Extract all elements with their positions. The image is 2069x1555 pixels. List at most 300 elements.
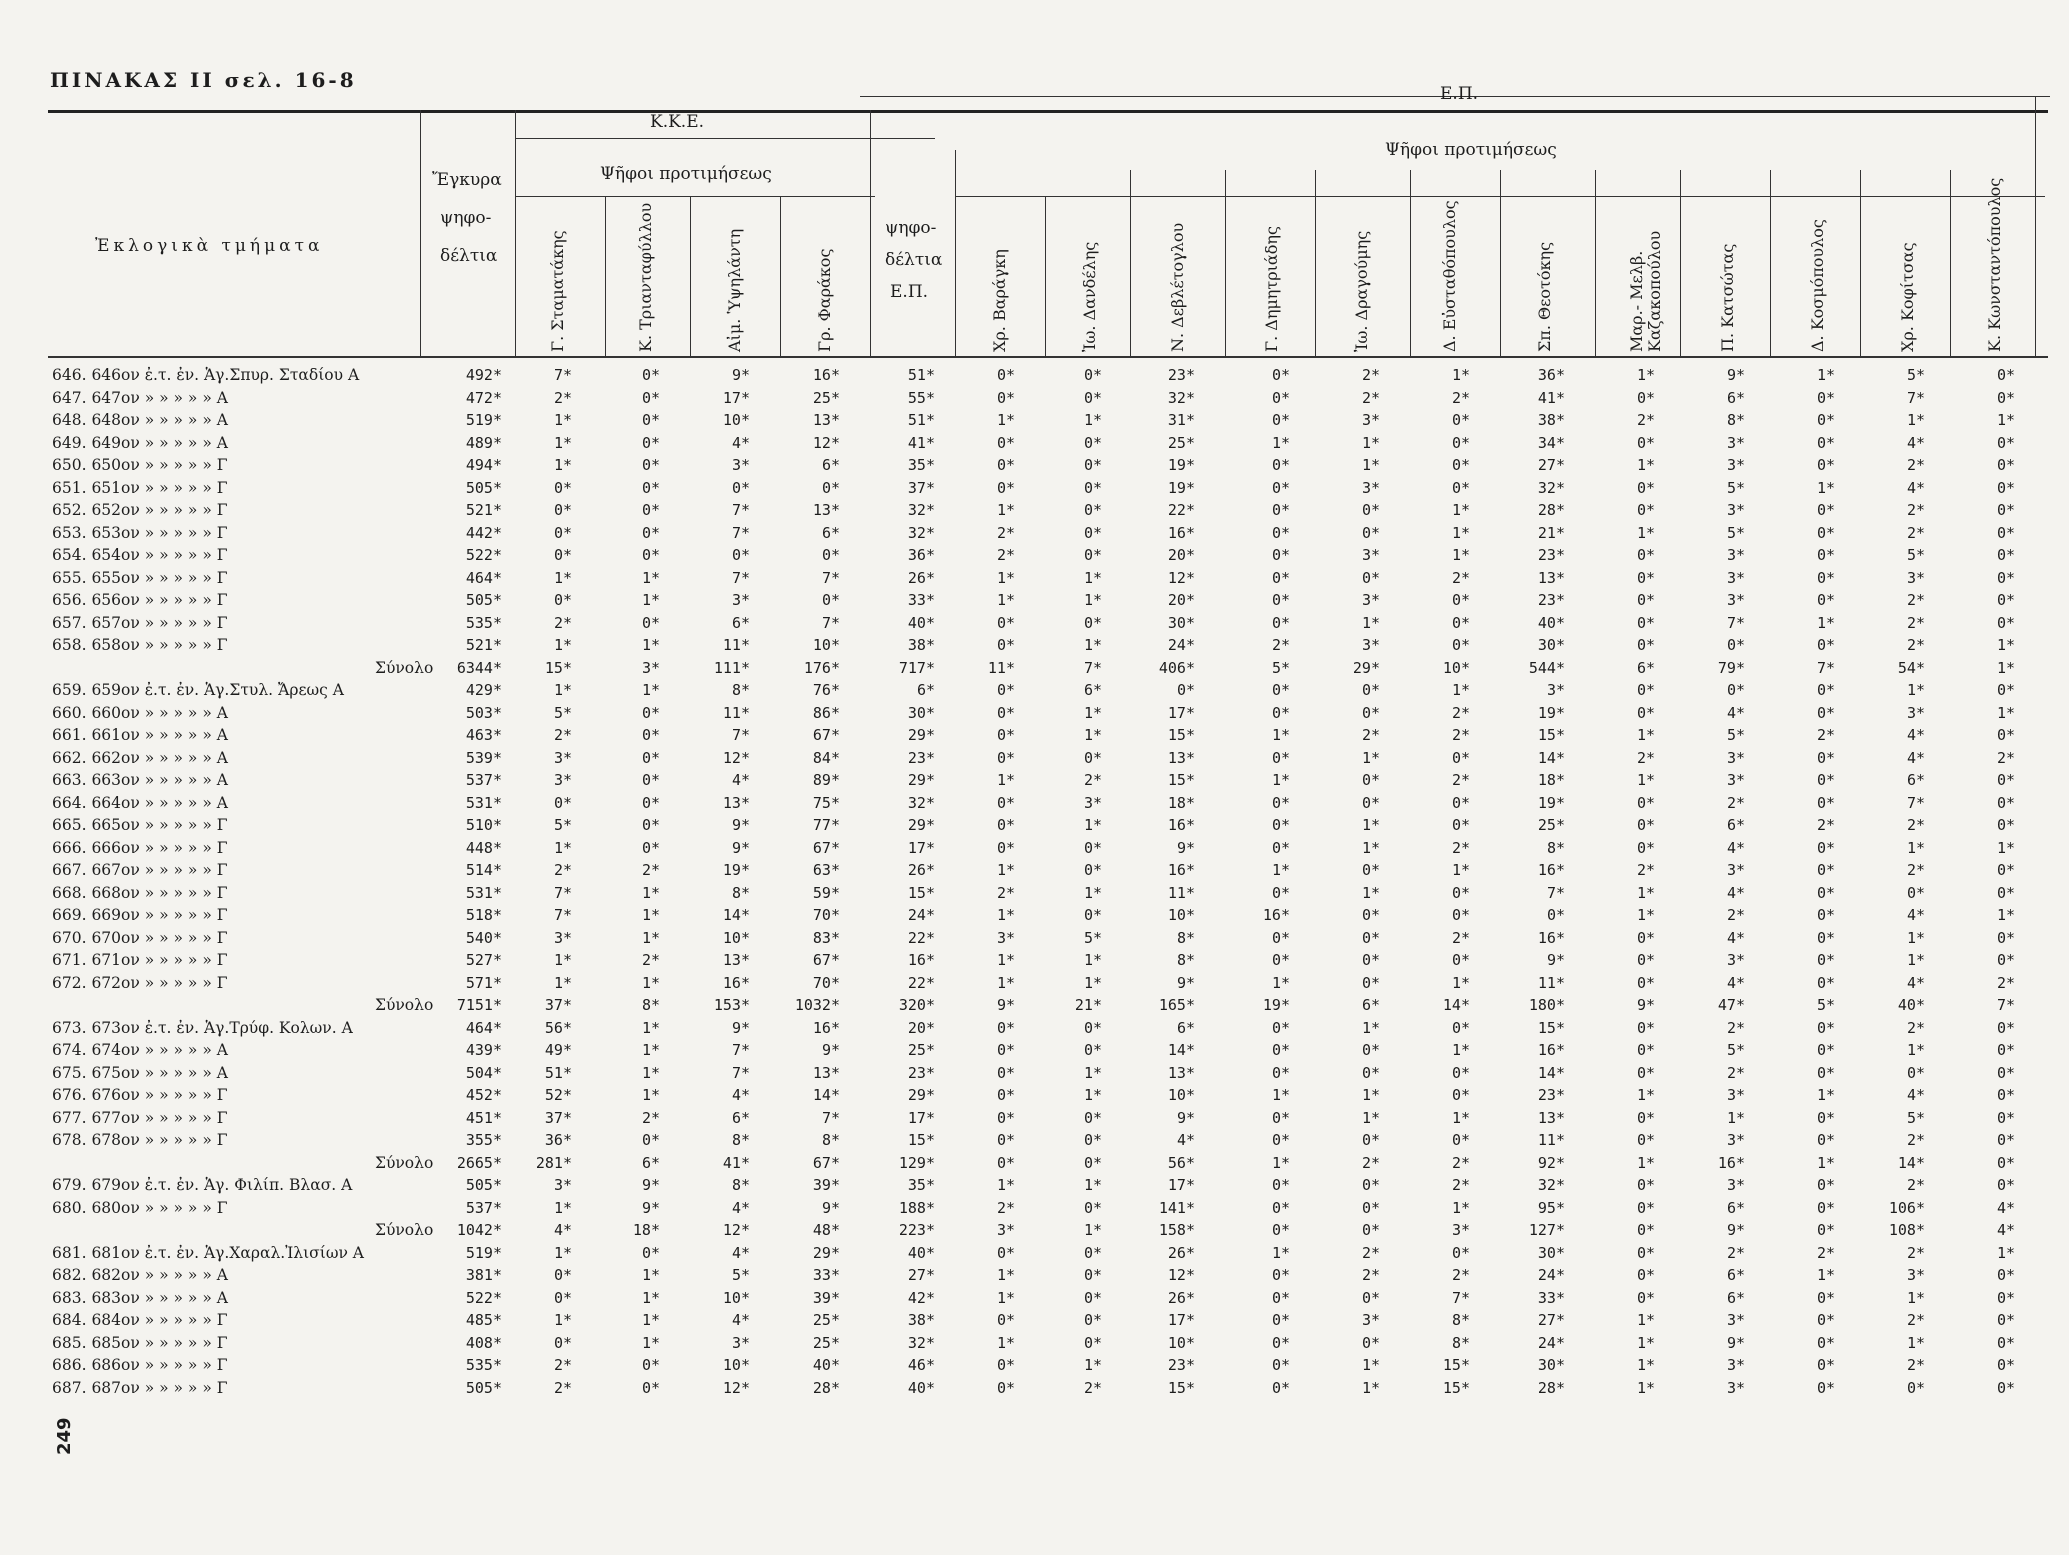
- table-cell: 29*: [812, 1243, 840, 1262]
- table-cell: 1*: [1083, 973, 1102, 992]
- candidate-header-ep-6: Δ. Εὐσταθόπουλος: [1440, 200, 1459, 352]
- table-cell: 1*: [1451, 366, 1470, 384]
- district-label: 687. 687ον » » » » » Γ: [52, 1378, 228, 1397]
- district-label: 685. 685ον » » » » » Γ: [52, 1333, 228, 1352]
- table-cell: 70*: [812, 906, 840, 924]
- table-cell: 0*: [1726, 636, 1745, 654]
- table-cell: 1*: [1636, 906, 1655, 924]
- table-cell: 1*: [1083, 1086, 1102, 1104]
- table-cell: 2*: [1726, 1243, 1745, 1262]
- district-label: 679. 679ον ἐ.τ. ἐν. Ἁγ. Φιλίπ. Βλασ. Α: [52, 1176, 353, 1194]
- table-cell: 1*: [1816, 478, 1835, 497]
- table-cell: 6*: [1176, 1018, 1195, 1037]
- table-cell: 106*: [1888, 1198, 1925, 1217]
- table-cell: 5*: [1906, 1108, 1925, 1127]
- table-cell: 0*: [1636, 928, 1655, 947]
- table-cell: 0*: [1996, 1356, 2015, 1374]
- table-cell: 3*: [1726, 1311, 1745, 1329]
- table-cell: 0*: [1906, 1063, 1925, 1082]
- table-cell: 0*: [1816, 1108, 1835, 1127]
- candidate-header-kke-3: Αἰμ. Ὑψηλάντη: [725, 228, 744, 352]
- table-cell: 16*: [1537, 1041, 1565, 1059]
- valid-votes-header-line2: ψηφο-: [440, 208, 492, 228]
- table-cell: 33*: [1537, 1288, 1565, 1307]
- table-cell: 0*: [1451, 1063, 1470, 1082]
- table-cell: 92*: [1537, 1153, 1565, 1172]
- table-cell: 537*: [465, 1198, 502, 1217]
- table-cell: 0*: [1271, 1041, 1290, 1059]
- table-cell: 26*: [1167, 1243, 1195, 1262]
- table-cell: 1*: [1271, 726, 1290, 744]
- table-cell: 17*: [1167, 1311, 1195, 1329]
- table-cell: 1*: [641, 1086, 660, 1104]
- table-cell: 1*: [1636, 1378, 1655, 1397]
- table-cell: 0*: [1271, 1198, 1290, 1217]
- table-cell: 1*: [553, 456, 572, 474]
- table-cell: 4*: [553, 1221, 572, 1239]
- subtotal-label: Σύνολο: [375, 1153, 434, 1172]
- table-cell: 108*: [1888, 1221, 1925, 1239]
- district-label: 649. 649ον » » » » » Α: [52, 433, 228, 452]
- table-cell: 56*: [1167, 1153, 1195, 1172]
- table-cell: 2*: [1361, 1266, 1380, 1284]
- table-cell: 24*: [1167, 636, 1195, 654]
- table-cell: 7*: [1451, 1288, 1470, 1307]
- table-cell: 519*: [465, 1243, 502, 1262]
- table-cell: 11*: [1537, 973, 1565, 992]
- table-cell: 0*: [1816, 1333, 1835, 1352]
- table-cell: 52*: [544, 1086, 572, 1104]
- table-cell: 40*: [907, 613, 935, 632]
- table-cell: 0*: [1816, 1378, 1835, 1397]
- district-label: 657. 657ον » » » » » Γ: [52, 613, 228, 632]
- table-cell: 2*: [553, 613, 572, 632]
- table-cell: 0*: [1816, 973, 1835, 992]
- table-cell: 2*: [1906, 613, 1925, 632]
- table-cell: 15*: [1537, 1018, 1565, 1037]
- table-cell: 3*: [1726, 771, 1745, 789]
- table-cell: 40*: [907, 1243, 935, 1262]
- table-cell: 0*: [1271, 793, 1290, 812]
- table-cell: 32*: [1167, 388, 1195, 407]
- table-cell: 1*: [1636, 1153, 1655, 1172]
- table-cell: 0*: [1271, 1311, 1290, 1329]
- table-cell: 4*: [1906, 906, 1925, 924]
- table-cell: 24*: [1537, 1333, 1565, 1352]
- table-cell: 2*: [553, 1378, 572, 1397]
- table-cell: 521*: [465, 636, 502, 654]
- table-cell: 539*: [465, 748, 502, 767]
- table-cell: 1*: [1271, 861, 1290, 879]
- table-cell: 0*: [1636, 478, 1655, 497]
- table-cell: 1*: [996, 1266, 1015, 1284]
- candidate-header-ep-3: Ν. Δεβλέτογλου: [1168, 222, 1187, 352]
- table-cell: 0*: [1636, 1288, 1655, 1307]
- table-cell: 1*: [1271, 433, 1290, 452]
- table-cell: 4*: [731, 1311, 750, 1329]
- table-cell: 0*: [641, 546, 660, 564]
- table-cell: 25*: [907, 1041, 935, 1059]
- table-cell: 32*: [907, 793, 935, 812]
- table-cell: 63*: [812, 861, 840, 879]
- table-cell: 2*: [641, 1108, 660, 1127]
- table-cell: 0*: [641, 456, 660, 474]
- table-cell: 0*: [1636, 433, 1655, 452]
- district-label: 659. 659ον ἐ.τ. ἐν. Ἁγ.Στυλ. Ἄρεως Α: [52, 681, 344, 699]
- table-cell: 9*: [731, 366, 750, 384]
- table-cell: 21*: [1537, 523, 1565, 542]
- table-cell: 0*: [1636, 1176, 1655, 1194]
- table-cell: 6*: [821, 456, 840, 474]
- table-cell: 76*: [812, 681, 840, 699]
- table-cell: 19*: [1167, 478, 1195, 497]
- table-cell: 0*: [1636, 793, 1655, 812]
- district-label: 678. 678ον » » » » » Γ: [52, 1131, 228, 1149]
- table-cell: 0*: [1083, 388, 1102, 407]
- table-cell: 7*: [553, 366, 572, 384]
- table-cell: 9*: [996, 996, 1015, 1014]
- table-cell: 0*: [641, 478, 660, 497]
- table-cell: 0*: [1816, 703, 1835, 722]
- candidate-header-kke-1: Γ. Σταματάκης: [548, 230, 567, 352]
- table-cell: 0*: [1816, 793, 1835, 812]
- table-cell: 505*: [465, 1378, 502, 1397]
- table-cell: 84*: [812, 748, 840, 767]
- table-cell: 51*: [907, 411, 935, 429]
- table-cell: 1*: [1361, 1086, 1380, 1104]
- table-cell: 0*: [1083, 613, 1102, 632]
- table-cell: 1*: [641, 1288, 660, 1307]
- table-cell: 0*: [1636, 1063, 1655, 1082]
- table-cell: 448*: [465, 838, 502, 857]
- table-cell: 6*: [916, 681, 935, 699]
- table-cell: 16*: [1167, 816, 1195, 834]
- table-cell: 0*: [1451, 816, 1470, 834]
- table-cell: 0*: [1361, 906, 1380, 924]
- district-label: 658. 658ον » » » » » Γ: [52, 636, 228, 654]
- table-cell: 0*: [996, 703, 1015, 722]
- table-cell: 14*: [1167, 1041, 1195, 1059]
- district-label: 655. 655ον » » » » » Γ: [52, 568, 228, 587]
- table-cell: 0*: [1636, 636, 1655, 654]
- table-cell: 0*: [641, 523, 660, 542]
- subtotal-label: Σύνολο: [375, 996, 434, 1014]
- district-label: 666. 666ον » » » » » Γ: [52, 838, 228, 857]
- table-cell: 1*: [553, 1198, 572, 1217]
- table-cell: 1*: [641, 928, 660, 947]
- table-cell: 19*: [1537, 703, 1565, 722]
- table-cell: 7151*: [456, 996, 502, 1014]
- table-cell: 0*: [1361, 1041, 1380, 1059]
- table-cell: 0*: [1636, 951, 1655, 969]
- table-cell: 0*: [1636, 501, 1655, 519]
- table-cell: 1*: [1361, 613, 1380, 632]
- table-cell: 0*: [1083, 1153, 1102, 1172]
- table-cell: 1*: [1451, 681, 1470, 699]
- table-cell: 7*: [731, 1063, 750, 1082]
- table-cell: 2*: [1906, 816, 1925, 834]
- table-cell: 1*: [1451, 861, 1470, 879]
- table-cell: 23*: [1537, 591, 1565, 609]
- table-cell: 0*: [1636, 388, 1655, 407]
- table-cell: 153*: [713, 996, 750, 1014]
- table-cell: 381*: [465, 1266, 502, 1284]
- table-cell: 489*: [465, 433, 502, 452]
- table-cell: 0*: [641, 501, 660, 519]
- table-cell: 1*: [553, 1311, 572, 1329]
- table-cell: 2*: [1451, 1266, 1470, 1284]
- table-cell: 16*: [812, 1018, 840, 1037]
- table-cell: 1*: [1906, 1288, 1925, 1307]
- table-cell: 2*: [1726, 1063, 1745, 1082]
- table-cell: 3*: [1726, 591, 1745, 609]
- table-cell: 2*: [1451, 1176, 1470, 1194]
- table-cell: 0*: [1816, 636, 1835, 654]
- table-cell: 6344*: [456, 658, 502, 677]
- district-label: 647. 647ον » » » » » Α: [52, 388, 228, 407]
- table-cell: 38*: [1537, 411, 1565, 429]
- table-cell: 0*: [1816, 861, 1835, 879]
- table-cell: 67*: [812, 1153, 840, 1172]
- district-label: 653. 653ον » » » » » Γ: [52, 523, 228, 542]
- district-label: 648. 648ον » » » » » Α: [52, 411, 228, 429]
- table-cell: 8*: [1451, 1333, 1470, 1352]
- table-cell: 14*: [1537, 748, 1565, 767]
- table-cell: 12*: [812, 433, 840, 452]
- table-cell: 1*: [1906, 1041, 1925, 1059]
- table-cell: 14*: [1442, 996, 1470, 1014]
- table-cell: 429*: [465, 681, 502, 699]
- table-cell: 0*: [1083, 1198, 1102, 1217]
- table-cell: 0*: [1726, 681, 1745, 699]
- table-cell: 2*: [641, 861, 660, 879]
- district-label: 663. 663ον » » » » » Α: [52, 771, 228, 789]
- table-cell: 0*: [1636, 568, 1655, 587]
- table-cell: 15*: [907, 1131, 935, 1149]
- subtotal-label: Σύνολο: [375, 1221, 434, 1239]
- table-cell: 8*: [821, 1131, 840, 1149]
- table-cell: 40*: [1537, 613, 1565, 632]
- table-cell: 5*: [1726, 523, 1745, 542]
- table-cell: 27*: [1537, 1311, 1565, 1329]
- table-cell: 2*: [1906, 1311, 1925, 1329]
- table-cell: 0*: [1361, 973, 1380, 992]
- table-cell: 1*: [641, 1041, 660, 1059]
- table-cell: 2*: [1361, 726, 1380, 744]
- table-cell: 0*: [1996, 1018, 2015, 1037]
- table-cell: 1*: [996, 1176, 1015, 1194]
- table-cell: 6*: [1726, 1288, 1745, 1307]
- table-cell: 0*: [1271, 1266, 1290, 1284]
- table-cell: 1*: [1726, 1108, 1745, 1127]
- table-cell: 0*: [996, 1311, 1015, 1329]
- table-cell: 571*: [465, 973, 502, 992]
- table-cell: 406*: [1158, 658, 1195, 677]
- table-cell: 0*: [1271, 1378, 1290, 1397]
- table-cell: 1*: [1083, 816, 1102, 834]
- table-cell: 7*: [1083, 658, 1102, 677]
- table-cell: 29*: [907, 816, 935, 834]
- table-cell: 2*: [553, 726, 572, 744]
- table-cell: 0*: [1816, 1356, 1835, 1374]
- table-cell: 1*: [1361, 748, 1380, 767]
- table-cell: 223*: [898, 1221, 935, 1239]
- table-cell: 1*: [1451, 546, 1470, 564]
- table-cell: 28*: [1537, 501, 1565, 519]
- candidate-header-kke-2: Κ. Τριανταφύλλου: [636, 202, 655, 352]
- table-cell: 11*: [987, 658, 1015, 677]
- table-cell: 79*: [1717, 658, 1745, 677]
- table-cell: 9*: [1176, 973, 1195, 992]
- table-cell: 36*: [544, 1131, 572, 1149]
- table-cell: 0*: [1083, 501, 1102, 519]
- table-cell: 1*: [1271, 973, 1290, 992]
- table-cell: 0*: [821, 478, 840, 497]
- table-cell: 505*: [465, 478, 502, 497]
- table-cell: 1*: [1636, 1333, 1655, 1352]
- table-cell: 6*: [1636, 658, 1655, 677]
- table-cell: 36*: [907, 546, 935, 564]
- table-cell: 1*: [996, 1288, 1015, 1307]
- table-cell: 0*: [996, 1378, 1015, 1397]
- table-cell: 0*: [1271, 1131, 1290, 1149]
- district-label: 664. 664ον » » » » » Α: [52, 793, 228, 812]
- table-cell: 494*: [465, 456, 502, 474]
- table-cell: 452*: [465, 1086, 502, 1104]
- table-cell: 1032*: [794, 996, 840, 1014]
- table-cell: 0*: [1996, 591, 2015, 609]
- table-cell: 4*: [1176, 1131, 1195, 1149]
- table-cell: 0*: [996, 726, 1015, 744]
- table-cell: 442*: [465, 523, 502, 542]
- table-cell: 1*: [996, 591, 1015, 609]
- table-cell: 111*: [713, 658, 750, 677]
- table-cell: 2*: [1726, 1018, 1745, 1037]
- table-cell: 1*: [1361, 1108, 1380, 1127]
- table-cell: 29*: [907, 1086, 935, 1104]
- valid-votes-header-line1: Ἔγκυρα: [432, 170, 502, 190]
- table-cell: 13*: [812, 501, 840, 519]
- table-cell: 37*: [544, 996, 572, 1014]
- table-cell: 15*: [1537, 726, 1565, 744]
- table-cell: 1*: [553, 568, 572, 587]
- table-cell: 17*: [1167, 1176, 1195, 1194]
- table-cell: 0*: [641, 771, 660, 789]
- district-label: 682. 682ον » » » » » Α: [52, 1266, 228, 1284]
- table-cell: 2*: [1906, 1176, 1925, 1194]
- table-cell: 1*: [1083, 1221, 1102, 1239]
- table-cell: 2*: [1906, 591, 1925, 609]
- table-cell: 3*: [731, 1333, 750, 1352]
- table-cell: 0*: [641, 1131, 660, 1149]
- district-label: 686. 686ον » » » » » Γ: [52, 1356, 228, 1374]
- table-cell: 17*: [907, 1108, 935, 1127]
- table-cell: 129*: [898, 1153, 935, 1172]
- table-cell: 1*: [553, 411, 572, 429]
- table-cell: 5*: [1906, 366, 1925, 384]
- table-cell: 38*: [907, 636, 935, 654]
- table-cell: 0*: [1083, 861, 1102, 879]
- table-cell: 6*: [731, 613, 750, 632]
- table-cell: 514*: [465, 861, 502, 879]
- table-cell: 0*: [1271, 1333, 1290, 1352]
- table-cell: 0*: [1451, 1243, 1470, 1262]
- table-cell: 0*: [1996, 523, 2015, 542]
- candidate-header-ep-2: Ἰω. Δανδέλης: [1080, 241, 1099, 352]
- table-cell: 0*: [553, 478, 572, 497]
- table-cell: 0*: [996, 793, 1015, 812]
- table-cell: 1*: [1361, 1018, 1380, 1037]
- table-cell: 12*: [722, 748, 750, 767]
- table-cell: 13*: [1537, 568, 1565, 587]
- table-cell: 5*: [1271, 658, 1290, 677]
- table-cell: 2*: [1996, 973, 2015, 992]
- table-cell: 3*: [1361, 636, 1380, 654]
- table-cell: 2*: [1816, 1243, 1835, 1262]
- table-cell: 14*: [1897, 1153, 1925, 1172]
- table-cell: 0*: [1271, 748, 1290, 767]
- table-cell: 0*: [553, 1333, 572, 1352]
- table-cell: 1*: [996, 411, 1015, 429]
- ep-ballots-header-line2: δέλτια: [885, 250, 943, 270]
- table-cell: 38*: [907, 1311, 935, 1329]
- candidate-header-ep-4: Γ. Δημητριάδης: [1262, 226, 1281, 352]
- valid-votes-header-line3: δέλτια: [440, 246, 498, 266]
- table-cell: 32*: [1537, 1176, 1565, 1194]
- table-cell: 7*: [1726, 613, 1745, 632]
- table-cell: 1*: [1271, 1153, 1290, 1172]
- district-label: 683. 683ον » » » » » Α: [52, 1288, 228, 1307]
- table-cell: 10*: [1442, 658, 1470, 677]
- table-cell: 0*: [996, 366, 1015, 384]
- table-cell: 0*: [1271, 1176, 1290, 1194]
- table-cell: 13*: [722, 951, 750, 969]
- table-cell: 7*: [731, 568, 750, 587]
- table-cell: 0*: [1816, 523, 1835, 542]
- table-cell: 17*: [907, 838, 935, 857]
- table-cell: 19*: [1537, 793, 1565, 812]
- table-cell: 0*: [1816, 411, 1835, 429]
- ep-group-header: Ε.Π.: [1440, 84, 1479, 104]
- table-cell: 0*: [1816, 1176, 1835, 1194]
- district-label: 675. 675ον » » » » » Α: [52, 1063, 228, 1082]
- table-cell: 0*: [1636, 546, 1655, 564]
- table-cell: 4*: [1906, 726, 1925, 744]
- table-cell: 0*: [1996, 681, 2015, 699]
- table-cell: 0*: [1271, 838, 1290, 857]
- table-cell: 0*: [1271, 681, 1290, 699]
- table-cell: 6*: [1726, 388, 1745, 407]
- table-cell: 24*: [1537, 1266, 1565, 1284]
- table-cell: 4*: [1726, 883, 1745, 902]
- table-cell: 0*: [553, 591, 572, 609]
- table-cell: 0*: [1451, 433, 1470, 452]
- table-cell: 0*: [1271, 501, 1290, 519]
- table-cell: 23*: [907, 748, 935, 767]
- table-cell: 3*: [641, 658, 660, 677]
- candidate-header-ep-8: Μαρ.- Μελβ. Καζακοπούλου: [1627, 230, 1664, 352]
- table-cell: 0*: [996, 1153, 1015, 1172]
- table-cell: 10*: [722, 1356, 750, 1374]
- table-cell: 522*: [465, 1288, 502, 1307]
- table-cell: 11*: [722, 636, 750, 654]
- table-cell: 1*: [1996, 658, 2015, 677]
- table-cell: 9*: [731, 816, 750, 834]
- table-cell: 527*: [465, 951, 502, 969]
- table-cell: 505*: [465, 1176, 502, 1194]
- table-cell: 51*: [544, 1063, 572, 1082]
- table-cell: 13*: [1537, 1108, 1565, 1127]
